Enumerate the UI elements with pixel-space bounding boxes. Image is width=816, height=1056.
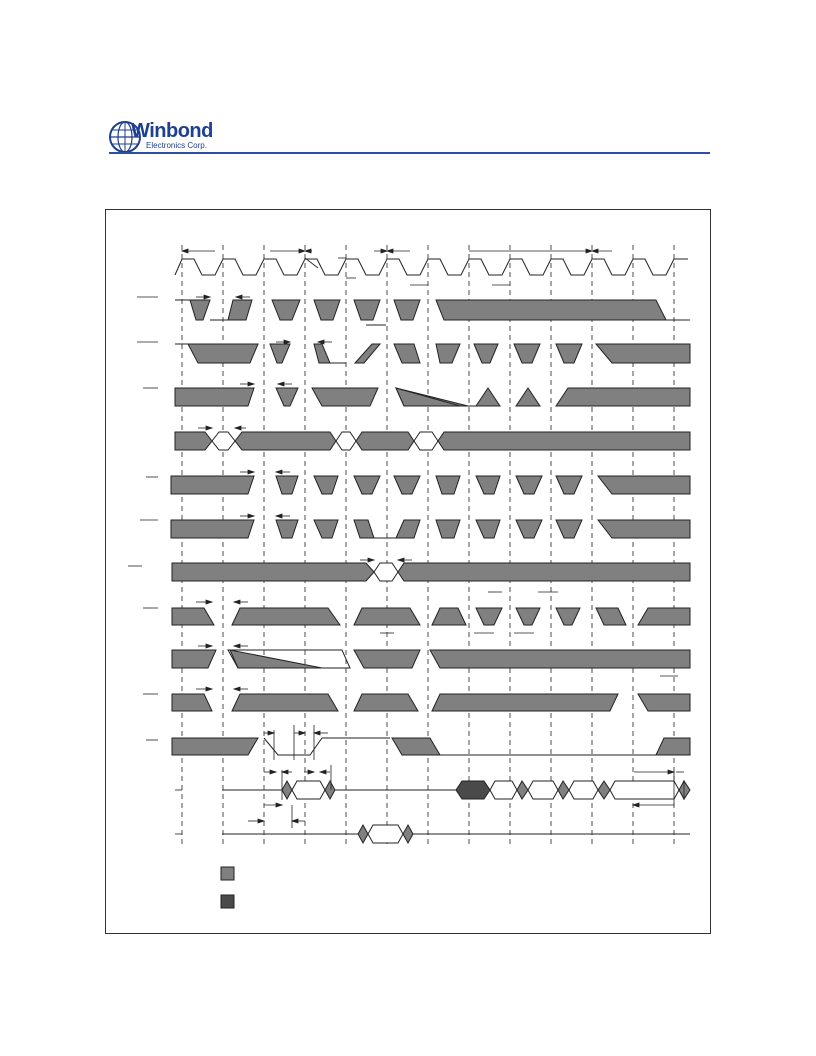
signal-row-3 [175,388,690,406]
signal-row-2 [175,344,690,363]
brand-name: Winbond [131,120,213,142]
clock-waveform [175,259,688,275]
signal-row-4-bus [175,432,690,450]
signal-row-11 [172,738,690,755]
legend [221,867,234,908]
signal-row-10 [172,694,690,711]
signal-row-1 [175,300,690,325]
signal-row-9 [172,650,690,668]
signal-row-6 [171,520,690,538]
brand-subtitle: Electronics Corp. [146,141,207,150]
signal-row-8 [172,608,690,625]
legend-swatch-dark [221,895,234,908]
signal-row-12-bus [222,781,690,799]
signal-row-5 [171,476,690,494]
signal-row-7 [172,563,690,581]
setup-hold-arrows [196,295,684,828]
legend-swatch-light [221,867,234,880]
